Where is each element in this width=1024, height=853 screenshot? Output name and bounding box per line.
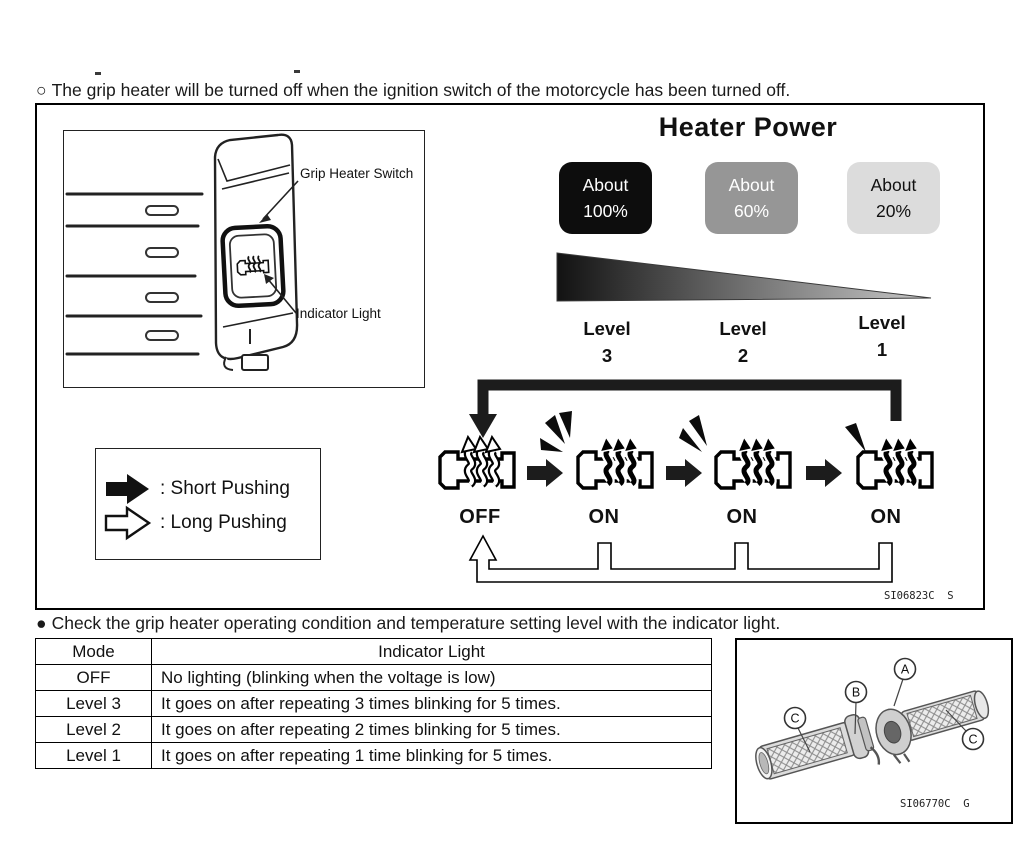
grip-heater-switch-button-icon [222, 226, 284, 307]
level-1-word: Level [858, 312, 906, 333]
figure-code: SI06770C G [900, 798, 970, 810]
scan-artifact [294, 70, 300, 73]
level-3-word: Level [583, 318, 631, 339]
power-box-100-value: 100% [583, 201, 628, 221]
callout-letter-c: C [790, 711, 800, 726]
callout-letter-c: C [968, 732, 978, 747]
short-push-arrow-icon [527, 459, 563, 487]
state-label-off: OFF [459, 506, 501, 528]
mode-cell: OFF [36, 665, 152, 691]
callout-letter-a: A [900, 662, 910, 677]
indicator-cell: It goes on after repeating 3 times blinking for 5 times. [152, 691, 712, 717]
level-3-label [570, 316, 644, 370]
indicator-cell: It goes on after repeating 1 time blinking for 5 times. [152, 743, 712, 769]
long-push-arrow-icon [106, 508, 149, 538]
figure-code: SI06823C S [884, 590, 954, 602]
indicator-cell: It goes on after repeating 2 times blinking for 5 times. [152, 717, 712, 743]
blink-burst-3-icon [540, 411, 572, 452]
power-box-60 [705, 162, 798, 234]
switch-sequence-diagram [435, 372, 995, 587]
power-box-100 [559, 162, 652, 234]
level-2-word: Level [719, 318, 767, 339]
power-box-60-word: About [728, 174, 775, 195]
power-box-100-word: About [582, 174, 629, 195]
table-row [36, 743, 712, 769]
power-box-20-value: 20% [875, 201, 912, 221]
grip-heater-icon-off [440, 437, 514, 488]
level-2-num: 2 [737, 344, 749, 366]
right-grip-icon [871, 683, 997, 769]
legend-short-pushing: : Short Pushing [160, 478, 290, 499]
callout-a [894, 659, 916, 707]
check-text: Check the grip heater operating condition and temperature setting level with the indicator light. [51, 613, 781, 633]
grip-heater-icon-on-level1 [858, 437, 932, 488]
level-2-label [706, 316, 780, 370]
scan-artifact [95, 72, 101, 75]
short-push-arrow-icon [106, 474, 149, 504]
short-push-arrow-icon [666, 459, 702, 487]
power-box-20-word: About [870, 174, 917, 195]
intro-text: The grip heater will be turned off when the ignition switch of the motorcycle has been turned off. [51, 80, 791, 100]
blink-burst-2-icon [679, 415, 707, 452]
intro-line [36, 80, 790, 101]
power-box-20 [847, 162, 940, 234]
indicator-table [35, 638, 712, 769]
switch-label: Grip Heater Switch [300, 166, 414, 181]
col-header-mode: Mode [36, 639, 152, 665]
indicator-cell: No lighting (blinking when the voltage is low) [152, 665, 712, 691]
blink-burst-1-icon [845, 423, 866, 452]
grip-parts-drawing [737, 640, 1007, 818]
left-grip-icon [751, 711, 880, 797]
legend-long-pushing: : Long Pushing [160, 512, 287, 533]
callout-letter-b: B [851, 685, 861, 700]
col-header-indicator: Indicator Light [152, 639, 712, 665]
heater-power-title: Heater Power [658, 112, 838, 142]
mode-cell: Level 3 [36, 691, 152, 717]
grip-heater-icon-on-level3 [578, 437, 652, 488]
dot-bullet-icon: ● [36, 613, 47, 633]
grip-heater-icon-on-level2 [716, 437, 790, 488]
state-label-on-1: ON [588, 506, 620, 528]
table-row [36, 717, 712, 743]
level-1-num: 1 [876, 338, 888, 360]
state-label-on-3: ON [870, 506, 902, 528]
table-header-row [36, 639, 712, 665]
table-row [36, 665, 712, 691]
circle-bullet-icon: ○ [36, 80, 47, 100]
table-row [36, 691, 712, 717]
long-push-return-path [470, 536, 892, 582]
handlebar-lines-icon [67, 194, 202, 354]
check-line [36, 613, 780, 634]
short-push-arrow-icon [806, 459, 842, 487]
power-gradient-wedge-icon [556, 250, 934, 304]
mode-cell: Level 2 [36, 717, 152, 743]
power-box-60-value: 60% [733, 201, 770, 221]
state-label-on-2: ON [726, 506, 758, 528]
indicator-label: Indicator Light [296, 306, 381, 321]
level-3-num: 3 [601, 344, 613, 366]
legend-arrows [104, 470, 164, 542]
mode-cell: Level 1 [36, 743, 152, 769]
level-1-label [845, 310, 919, 364]
